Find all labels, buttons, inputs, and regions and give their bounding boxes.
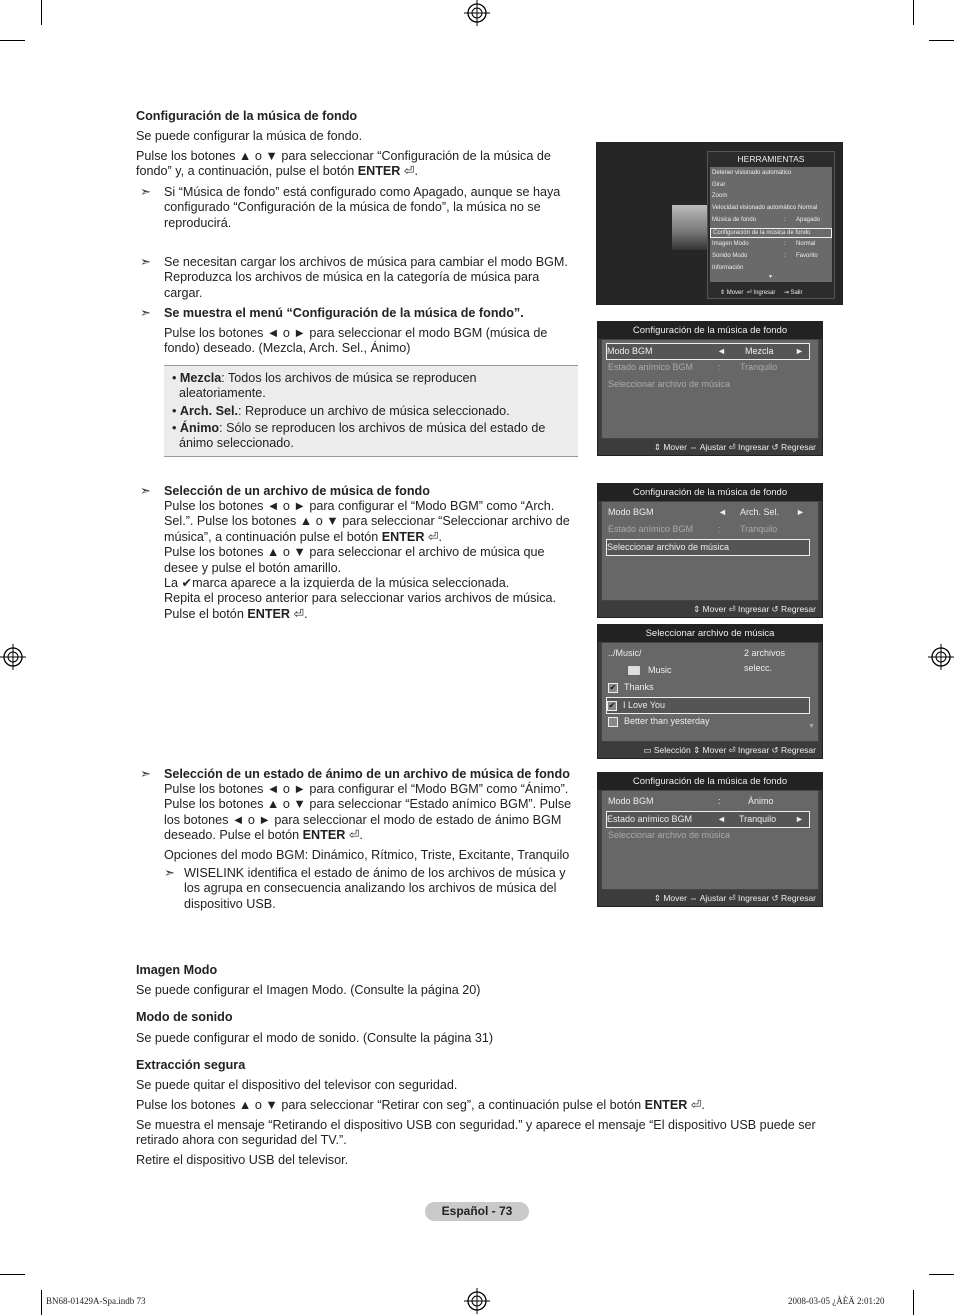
section-heading: Modo de sonido bbox=[136, 1010, 233, 1024]
paragraph: fondo” y, a continuación, pulse el botón ENTER ⏎. bbox=[136, 164, 418, 178]
screen-panel bbox=[601, 790, 819, 890]
note-heading: Se muestra el menú “Configuración de la música de fondo”. bbox=[164, 306, 524, 320]
bgm-mood-row: Estado anímico BGM : Tranquilo bbox=[608, 362, 778, 372]
paragraph: Pulse los botones ◄ o ► para seleccionar el modo BGM (música de fondo) deseado. (Mezcla, Arch. Sel., Ánimo) bbox=[164, 326, 548, 356]
tools-menu bbox=[707, 151, 835, 299]
select-file-row: Seleccionar archivo de música bbox=[608, 830, 731, 840]
registration-mark-icon bbox=[0, 644, 26, 670]
tools-item-selected[interactable]: Configuración de la música de fondo bbox=[710, 228, 832, 238]
file-row-selected[interactable]: ✔ I Love You bbox=[606, 697, 810, 714]
screen-title: Configuración de la música de fondo bbox=[598, 322, 822, 339]
bgm-mode-row[interactable]: Modo BGM ◄ Arch. Sel. ► bbox=[608, 507, 805, 517]
page-number-badge: Español - 73 bbox=[425, 1202, 529, 1221]
path-row: ../Music/ 2 archivos selecc. bbox=[608, 648, 786, 673]
crop-mark bbox=[913, 0, 914, 25]
tools-item[interactable]: Girar bbox=[712, 182, 726, 188]
section-heading: Imagen Modo bbox=[136, 963, 218, 977]
screen-title: Configuración de la música de fondo bbox=[598, 484, 822, 501]
select-file-row[interactable]: Seleccionar archivo de música bbox=[606, 539, 810, 556]
paragraph: Se puede configurar la música de fondo. bbox=[136, 129, 363, 143]
registration-mark-icon bbox=[464, 1288, 490, 1314]
section-heading: Selección de un estado de ánimo de un archivo de música de fondo bbox=[164, 767, 570, 781]
note: Se necesitan cargar los archivos de música para cambiar el modo BGM. Reproduzca los archivos de música en la categoría de música para cargar. bbox=[164, 255, 568, 300]
paragraph: Pulse los botones ◄ o ► para configurar el “Modo BGM” como “Arch. Sel.”. Pulse los botones ▲ o ▼ para seleccionar “Seleccionar archivo de música”, a continuación pulse el botón ENTER ⏎. Pulse los botones ▲ o ▼ para seleccionar el archivo de música que desee y pulse el botón amarillo. La ✔marca aparece a la izquierda de la música seleccionada. Repita el proceso anterior para seleccionar varios archivos de música. Pulse el botón ENTER ⏎. bbox=[164, 499, 570, 621]
screen-footer: ▭ Selección ⇕ Mover ⏎ Ingresar ↺ Regresar bbox=[598, 742, 822, 758]
section-heading: Extracción segura bbox=[136, 1058, 246, 1072]
note-arrow-icon: ➣ bbox=[140, 184, 151, 199]
tools-item[interactable]: Música de fondo : Apagado bbox=[712, 217, 821, 223]
crop-mark bbox=[41, 1290, 42, 1315]
paragraph: Retire el dispositivo USB del televisor. bbox=[136, 1153, 349, 1167]
screen-footer: ⇕ Mover ⏎ Ingresar ↺ Regresar bbox=[598, 601, 822, 617]
screen-panel bbox=[601, 339, 819, 439]
tools-item[interactable]: Detener visionado automático bbox=[712, 170, 792, 176]
list-item: • Mezcla: Todos los archivos de música se reproducen aleatoriamente. bbox=[172, 371, 477, 401]
tools-list bbox=[710, 167, 832, 282]
tools-item[interactable]: Velocidad visionado automático : Normal bbox=[712, 205, 818, 211]
crop-mark bbox=[0, 1274, 25, 1275]
bgm-setup-screen-animo bbox=[597, 772, 823, 907]
registration-mark-icon bbox=[464, 0, 490, 26]
section-heading: Configuración de la música de fondo bbox=[136, 109, 358, 123]
tools-item[interactable]: Imagen Modo : Normal bbox=[712, 241, 816, 247]
screen-title: Configuración de la música de fondo bbox=[598, 773, 822, 790]
screen-footer: ⇕ Mover ⇔ Ajustar ⏎ Ingresar ↺ Regresar bbox=[598, 890, 822, 906]
list-item: • Arch. Sel.: Reproduce un archivo de música seleccionado. bbox=[172, 404, 510, 418]
paragraph: Se puede quitar el dispositivo del televisor con seguridad. bbox=[136, 1078, 458, 1092]
paragraph: Opciones del modo BGM: Dinámico, Rítmico, Triste, Excitante, Tranquilo bbox=[164, 848, 570, 862]
paragraph: Se puede configurar el Imagen Modo. (Consulte la página 20) bbox=[136, 983, 481, 997]
bgm-mode-row[interactable]: Modo BGM ◄ Mezcla ► bbox=[606, 343, 810, 360]
note-arrow-icon: ➣ bbox=[140, 766, 151, 781]
screen-panel bbox=[601, 501, 819, 601]
bgm-mode-row[interactable]: Modo BGM : Ánimo bbox=[608, 796, 774, 806]
checkmark-icon: ✔ bbox=[181, 576, 193, 591]
tools-item[interactable]: Sonido Modo : Favorito bbox=[712, 253, 818, 259]
paragraph: Pulse los botones ▲ o ▼ para seleccionar “Configuración de la música de bbox=[136, 149, 551, 163]
print-date: 2008-03-05 ¿ÀÈÄ 2:01:20 bbox=[788, 1296, 885, 1306]
select-music-file-screen bbox=[597, 624, 823, 759]
section-heading: Selección de un archivo de música de fondo bbox=[164, 484, 430, 498]
paragraph: Se muestra el mensaje “Retirando el dispositivo USB con seguridad.” y aparece el mensaje “El dispositivo USB puede ser retirado ahora con seguridad del TV.”. bbox=[136, 1118, 816, 1148]
photo-thumbnail bbox=[672, 205, 712, 250]
crop-mark bbox=[929, 40, 954, 41]
crop-mark bbox=[913, 1290, 914, 1315]
folder-icon bbox=[628, 666, 640, 675]
tools-item[interactable]: Información bbox=[712, 265, 744, 271]
file-row[interactable]: ✔ Thanks bbox=[609, 682, 654, 692]
paragraph: Pulse los botones ▲ o ▼ para seleccionar “Retirar con seg”, a continuación pulse el botón ENTER ⏎. bbox=[136, 1098, 705, 1112]
file-row[interactable]: Better than yesterday ▼ bbox=[608, 714, 810, 729]
screen-footer: ⇕ Mover ⇔ Ajustar ⏎ Ingresar ↺ Regresar bbox=[598, 439, 822, 455]
folder-row[interactable]: Music bbox=[628, 663, 810, 678]
note: Si “Música de fondo” está configurado como Apagado, aunque se haya configurado “Configuración de la música de fondo”, la música no se reproducirá. bbox=[164, 185, 561, 230]
tools-footer: ⇕ Mover ⏎ Ingresar ⇥ Salir bbox=[720, 290, 803, 296]
screen-title: Seleccionar archivo de música bbox=[598, 625, 822, 642]
tools-title: HERRAMIENTAS bbox=[737, 154, 805, 164]
bgm-setup-screen-mezcla bbox=[597, 321, 823, 456]
bgm-mood-row: Estado anímico BGM : Tranquilo bbox=[608, 524, 778, 534]
bgm-mood-row[interactable]: Estado anímico BGM ◄ Tranquilo ► bbox=[606, 811, 810, 828]
checkbox-checked-icon: ✔ bbox=[609, 682, 617, 692]
paragraph: Se puede configurar el modo de sonido. (Consulte la página 31) bbox=[136, 1031, 494, 1045]
tools-menu-screen bbox=[596, 142, 843, 305]
select-file-row: Seleccionar archivo de música bbox=[608, 379, 731, 389]
scroll-down-icon: ▼ bbox=[808, 723, 815, 730]
file-info: BN68-01429A-Spa.indb 73 bbox=[46, 1296, 146, 1306]
list-item: • Ánimo: Sólo se reproducen los archivos de música del estado de ánimo seleccionado. bbox=[172, 421, 546, 451]
crop-mark bbox=[41, 0, 42, 25]
note-arrow-icon: ➣ bbox=[164, 865, 175, 880]
scroll-down-icon: ▼ bbox=[768, 274, 773, 280]
checkbox-checked-icon: ✔ bbox=[608, 700, 616, 710]
enter-label: ENTER bbox=[357, 164, 401, 178]
crop-mark bbox=[0, 40, 25, 41]
note-arrow-icon: ➣ bbox=[140, 483, 151, 498]
screen-panel bbox=[601, 642, 819, 742]
crop-mark bbox=[929, 1274, 954, 1275]
paragraph: Pulse los botones ◄ o ► para configurar el “Modo BGM” como “Ánimo”. Pulse los botones ▲ o ▼ para seleccionar “Estado anímico BGM”. Pulse los botones ◄ o ► para seleccionar el modo de estado de ánimo BGM deseado. Pulse el botón ENTER ⏎. bbox=[164, 782, 572, 843]
note-arrow-icon: ➣ bbox=[140, 254, 151, 269]
note-arrow-icon: ➣ bbox=[140, 305, 151, 320]
bgm-setup-screen-archsel bbox=[597, 483, 823, 618]
note: WISELINK identifica el estado de ánimo de los archivos de música y los agrupa en consecuencia analizando los archivos de música del dispositivo USB. bbox=[184, 866, 566, 911]
registration-mark-icon bbox=[928, 644, 954, 670]
tools-item[interactable]: Zoom bbox=[712, 193, 728, 199]
bgm-mode-options-box bbox=[164, 365, 578, 457]
checkbox-empty-icon bbox=[608, 717, 618, 727]
enter-icon: ⏎ bbox=[403, 164, 415, 178]
